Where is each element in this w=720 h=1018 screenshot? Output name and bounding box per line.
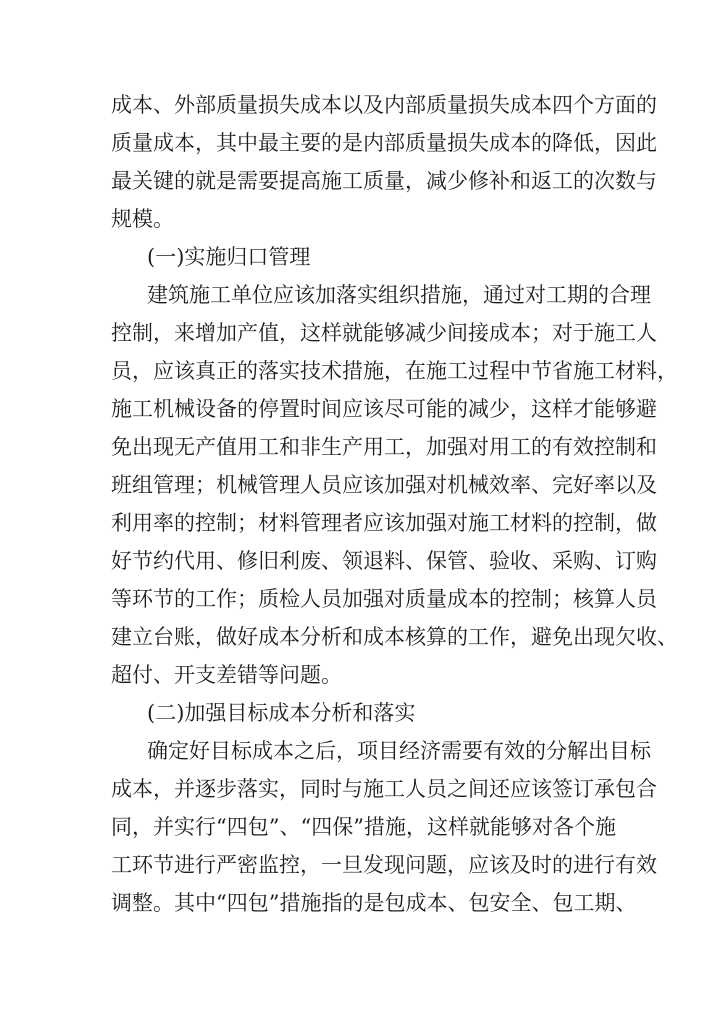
text-line: 成本、外部质量损失成本以及内部质量损失成本四个方面的 <box>111 93 657 117</box>
text-line: 好节约代用、修旧利废、领退料、保管、验收、采购、订购 <box>111 549 657 573</box>
text-line: 工环节进行严密监控，一旦发现问题，应该及时的进行有效 <box>111 853 657 877</box>
text-line: 质量成本，其中最主要的是内部质量损失成本的降低，因此 <box>111 131 657 155</box>
text-line: 建立台账，做好成本分析和成本核算的工作，避免出现欠收、 <box>111 625 678 649</box>
text-line: 超付、开支差错等问题。 <box>111 663 342 687</box>
text-line: 免出现无产值用工和非生产用工，加强对用工的有效控制和 <box>111 435 657 459</box>
text-line: 规模。 <box>111 207 174 231</box>
text-line: 等环节的工作；质检人员加强对质量成本的控制；核算人员 <box>111 587 657 611</box>
text-line: 施工机械设备的停置时间应该尽可能的减少，这样才能够避 <box>111 397 657 421</box>
paragraph-first-line: 建筑施工单位应该加落实组织措施，通过对工期的合理 <box>147 283 651 307</box>
section-heading: (二)加强目标成本分析和落实 <box>147 701 416 725</box>
text-line: 利用率的控制；材料管理者应该加强对施工材料的控制，做 <box>111 511 657 535</box>
text-line: 最关键的就是需要提高施工质量，减少修补和返工的次数与 <box>111 169 657 193</box>
text-line: 成本，并逐步落实，同时与施工人员之间还应该签订承包合 <box>111 777 657 801</box>
text-line: 员，应该真正的落实技术措施，在施工过程中节省施工材料， <box>111 359 678 383</box>
text-line: 控制，来增加产值，这样就能够减少间接成本；对于施工人 <box>111 321 657 345</box>
text-line: 班组管理；机械管理人员应该加强对机械效率、完好率以及 <box>111 473 657 497</box>
text-line: 同，并实行“四包”、“四保”措施，这样就能够对各个施 <box>111 815 616 839</box>
text-line: 调整。其中“四包”措施指的是包成本、包安全、包工期、 <box>111 891 637 915</box>
section-heading: (一)实施归口管理 <box>147 245 311 269</box>
paragraph-first-line: 确定好目标成本之后，项目经济需要有效的分解出目标 <box>147 739 651 763</box>
